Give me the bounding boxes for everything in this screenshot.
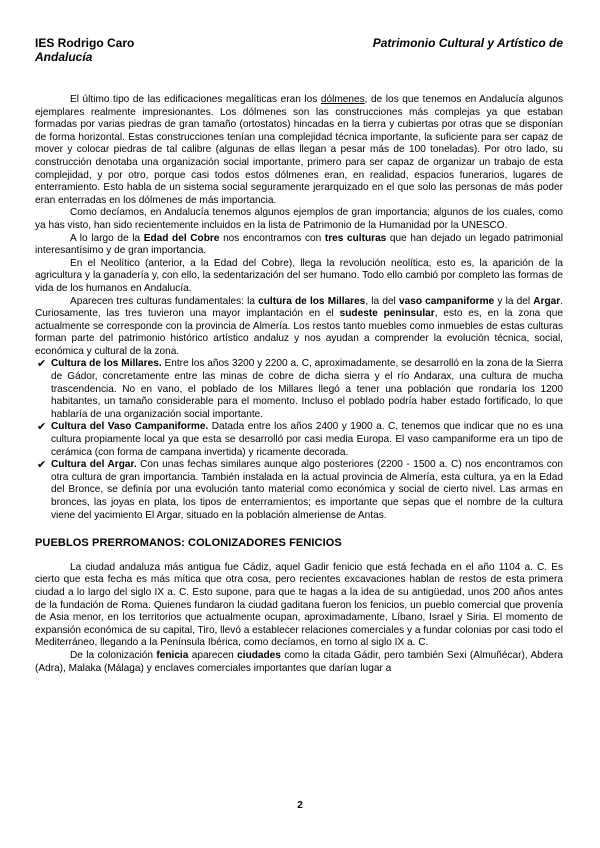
section-heading: PUEBLOS PRERROMANOS: COLONIZADORES FENICIOS [35,537,342,550]
underlined-term-dolmenes: dólmenes [320,94,365,105]
checkmark-icon: ✔ [37,421,47,434]
cultures-list [35,358,563,522]
paragraph-unesco: Como decíamos, en Andalucía tenemos algunos ejemplos de gran importancia; algunos de los cuales, como ya has visto, han sido recientemente incluidos en la lista de Patrimonio de la Humanidad por la UNESCO. [35,207,563,231]
bold-term-sudeste: sudeste peninsular [339,308,435,320]
page-number: 2 [297,800,303,811]
school-name: IES Rodrigo Caro [35,36,135,50]
bold-term-tres-culturas: tres culturas [324,232,387,244]
document-body [35,94,563,675]
culture-text: Con unas fechas similares aunque algo posteriores (2200 - 1500 a. C) nos encontramos con otra cultura de gran importancia. También instalada en la actual provincia de Almería, esta cultura, ya en la Edad del Bronce, se definía por una evolución tanto material como económica y social de cierto nivel. Las armas en bronces, las joyas en plata, los tipos de enterramientos; es importante que sepas que el nombre de la cultura viene del yacimiento El Argar, situado en la población almeriense de Antas. [51,459,563,521]
list-item-campaniforme [37,421,563,459]
culture-title: Cultura del Argar. [51,459,137,471]
culture-text: Entre los años 3200 y 2200 a. C, aproximadamente, se desarrolló en la zona de la Sierra de Gádor, concretamente entre las minas de cobre de dicha sierra y el río Andarax, una cultura de mucha trascendencia. No en vano, el poblado de los Millares llegó a tener una población que rondaría los 1200 habitantes, un tamaño considerable para el momento. Incluso el poblado podría haber estado fortificado, lo que hablaría de una organización social importante. [51,358,564,420]
bold-term-fenicia: fenicia [156,649,189,661]
paragraph-colonizacion: De la colonización fenicia aparecen ciudades como la citada Gádir, pero también Sexi (Almuñécar), Abdera (Adra), Malaka (Málaga) y enclaves comerciales importantes que darían lugar a [35,649,563,674]
checkmark-icon: ✔ [37,358,47,371]
subject-title-continued: Andalucía [35,50,93,64]
bold-term-edad-cobre: Edad del Cobre [143,232,220,244]
bold-term-millares: cultura de los Millares [258,295,366,307]
list-item-millares [37,358,564,421]
checkmark-icon: ✔ [37,459,47,472]
paragraph-tres-culturas: Aparecen tres culturas fundamentales: la cultura de los Millares, la del vaso campaniforme y la del Argar. Curiosamente, las tres tuvieron una mayor implantación en el sudeste peninsular, esto es, en la zona que actualmente se corresponde con la provincia de Almería. Los restos tanto muebles como inmuebles de estas culturas forman parte del patrimonio histórico artístico andaluz y nos ayudan a comprender la evolución técnica, social, económica y cultural de la zona. [35,295,564,357]
list-item-argar [37,459,563,522]
culture-text: Datada entre los años 2400 y 1900 a. C, tenemos que indicar que no es una cultura propiamente local ya que esta se desarrolló por casi media Europa. El vaso campaniforme era un tipo de cerámica (con forma de campana invertida) y ricamente decorada. [51,421,563,458]
paragraph-neolitico: En el Neolítico (anterior, a la Edad del Cobre), llega la revolución neolítica, esto es, la aparición de la agricultura y la ganadería y, con ello, la sedentarización del ser humano. Todo ello cambió por completo las formas de vida de los humanos en Andalucía. [35,257,563,294]
culture-title: Cultura del Vaso Campaniforme. [51,421,209,433]
paragraph-cadiz: La ciudad andaluza más antigua fue Cádiz, aquel Gadir fenicio que está fechada en el año 1104 a. C. Es cierto que esta fecha es más mítica que otra cosa, pero recientes excavaciones hablan de restos de esta primera ciudad a lo largo del siglo IX a. C. Esto supone, para que te hagas a la idea de su antigüedad, unos 200 años antes de la fundación de Roma. Quienes fundaron la ciudad gaditana fueron los fenicios, un pueblo comercial que provenía de Asia menor, en los territorios que actualmente ocupan, aproximadamente, Líbano, Israel y Siria. El momento de expansión económica de su capital, Tiro, llevó a establecer relaciones comerciales y a fundar colonias por casi todo el Mediterráneo, llegando a la Península Ibérica, como decíamos, en torno al siglo IX a. C. [35,561,563,649]
bold-term-vaso-campaniforme: vaso campaniforme [398,295,495,307]
bold-term-ciudades: ciudades [237,649,281,661]
paragraph-dolmenes: El último tipo de las edificaciones megalíticas eran los dólmenes, de los que tenemos en Andalucía algunos ejemplares realmente impresionantes. Los dólmenes son las construcciones más complejas ya que estaban formadas por varias piedras de gran tamaño (ortostatos) hincadas en la tierra y cubiertas por otras que se disponían de forma horizontal. Estas construcciones tenían una complejidad técnica importante, la suficiente para ser capaz de mover y colocar piedras de tal calibre (algunas de ellas llegan a pesar más de 100 toneladas). Por otro lado, su construcción denotaba una organización social importante, primero para ser capaz de organizar un trabajo de esta complejidad, y por otro, porque casi todos estos dólmenes eran, en realidad, espacios funerarios, lugares de enterramiento. Esto habla de un sistema social seguramente jerarquizado en el que solo las personas de más poder eran enterradas en los dólmenes de más importancia. [35,94,563,206]
subject-title: Patrimonio Cultural y Artístico de [372,36,563,50]
paragraph-edad-cobre: A lo largo de la Edad del Cobre nos encontramos con tres culturas que han dejado un legado patrimonial interesantísimo y de gran importancia. [35,232,563,257]
culture-title: Cultura de los Millares. [51,358,162,370]
bold-term-argar: Argar [533,295,561,307]
